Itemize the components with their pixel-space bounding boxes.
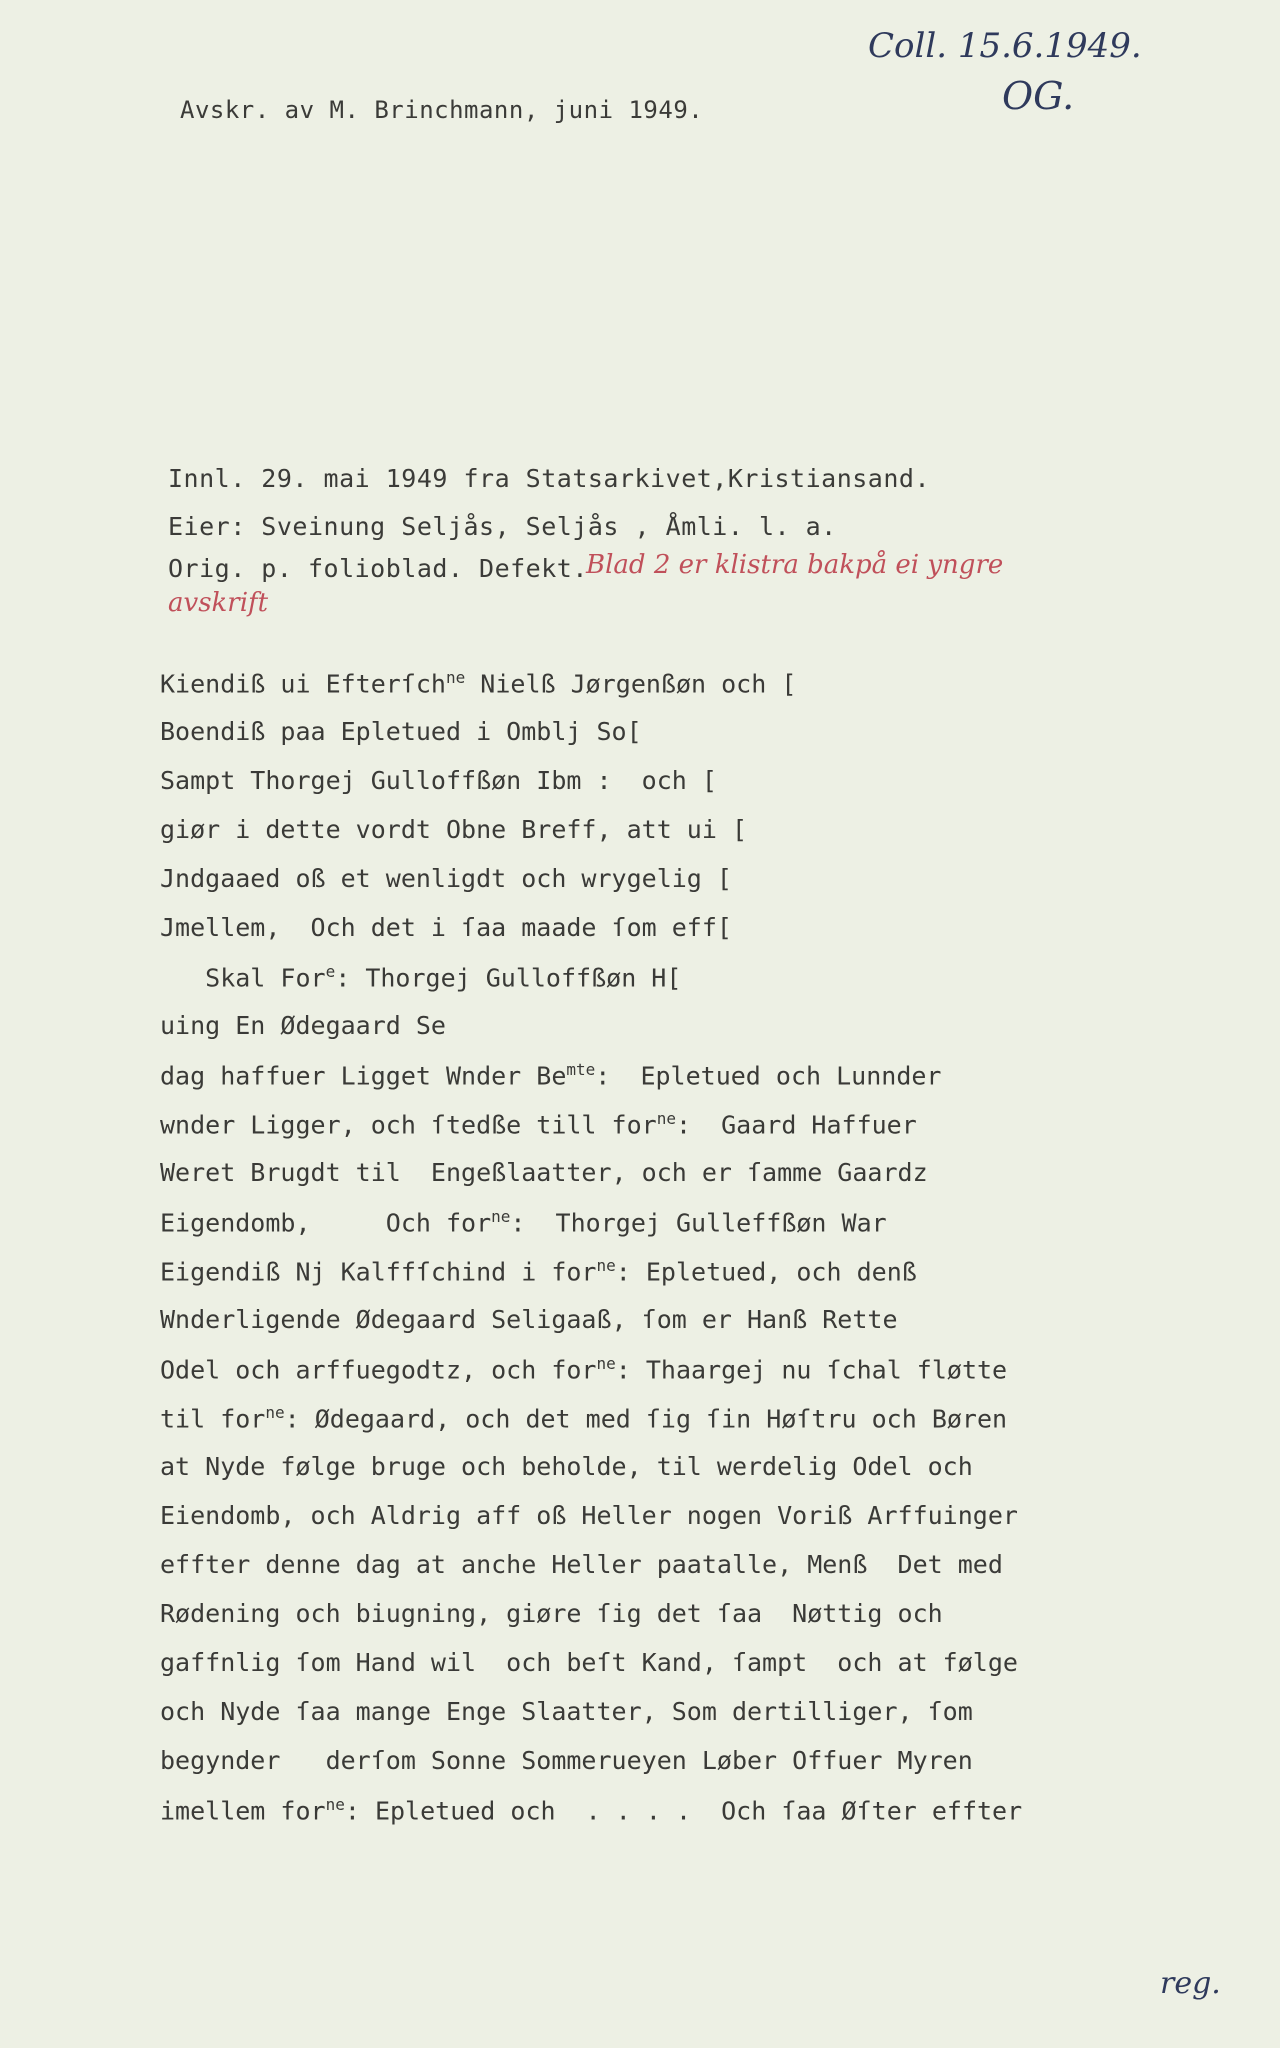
text-line-main: wnder Ligger, och ſtedße till for [160,1110,657,1140]
text-line-main: Wnderligende Ødegaard Seligaaß, ſom er Hanß Rette [160,1305,898,1334]
text-line [160,1256,917,1286]
text-line-rest: : Ødegaard, och det med ſig ſin Høſtru och Børen [284,1404,1008,1434]
text-line-rest: : Epletued och . . . . Och ſaa Øſter effter [344,1796,1023,1826]
text-line [160,1109,917,1139]
transcription-credit: Avskr. av M. Brinchmann, juni 1949. [180,96,704,124]
origin-line: Orig. p. folioblad. Defekt. [168,554,588,583]
text-line [160,1403,1007,1433]
text-line-main: Eigendomb, Och for [160,1208,492,1238]
text-line-main: Sampt Thorgej Gulloffßøn Ibm : och [ [160,766,717,795]
text-line-main: Jmellem, Och det i ſaa maade ſom eff[ [160,913,732,942]
text-line-main: effter denne dag at anche Heller paatalle, Menß Det med [160,1550,1003,1579]
text-line-main: Skal For [160,963,326,993]
text-line-rest: : Epletued, och denß [615,1257,917,1287]
text-line-rest: : Thaargej nu ſchal fløtte [615,1355,1008,1385]
superscript-abbrev: ne [596,1256,616,1275]
text-line-main: Eiendomb, och Aldrig aff oß Heller nogen Voriß Arffuinger [160,1501,1018,1530]
superscript-abbrev: ne [596,1354,616,1373]
text-line [160,1452,973,1481]
text-line [160,913,732,942]
text-line-rest: Nielß Jørgenßøn och [ [465,669,797,699]
text-line [160,962,681,992]
received-line: Innl. 29. mai 1949 fra Statsarkivet,Kristiansand. [168,464,931,493]
owner-line: Eier: Sveinung Seljås, Seljås , Åmli. l. a. [168,512,837,541]
text-line-rest: : Epletued och Lunnder [595,1061,942,1091]
superscript-abbrev: e [325,962,336,981]
text-line-main: Weret Brugdt til Engeßlaatter, och er ſamme Gaardz [160,1158,928,1187]
text-line [160,1501,1018,1530]
superscript-abbrev: ne [491,1207,511,1226]
text-line [160,766,717,795]
text-line-main: til for [160,1404,266,1434]
text-line [160,1746,973,1775]
text-line-main: Kiendiß ui Efterſch [160,669,446,699]
text-line [160,1795,1022,1825]
superscript-abbrev: ne [265,1403,285,1422]
text-line-main: imellem for [160,1796,326,1826]
text-line-main: och Nyde ſaa mange Enge Slaatter, Som dertilliger, ſom [160,1697,973,1726]
text-line [160,1550,1003,1579]
text-line [160,668,796,698]
text-line-rest: : Gaard Haffuer [675,1110,917,1140]
text-line [160,1158,928,1187]
text-line-main: Odel och arffuegodtz, och for [160,1355,597,1385]
superscript-abbrev: ne [445,668,466,687]
text-line [160,1060,941,1090]
initials-note: OG. [1002,74,1075,118]
superscript-abbrev: ne [656,1109,676,1128]
superscript-abbrev: ne [325,1795,345,1814]
collection-note: Coll. 15.6.1949. [868,26,1142,66]
text-line-main: Rødening och biugning, giøre ſig det ſaa Nøttig och [160,1599,943,1628]
text-line-main: dag haffuer Ligget Wnder Be [160,1061,567,1091]
text-line-main: begynder derſom Sonne Sommerueyen Løber Offuer Myren [160,1746,973,1775]
text-line-main: giør i dette vordt Obne Breff, att ui [ [160,815,747,844]
text-line-main: Eigendiß Nj Kalffſchind i for [160,1257,597,1287]
text-line [160,815,747,844]
text-line [160,1305,898,1334]
text-line [160,864,732,893]
red-handwritten-note: Blad 2 er klistra bakpå ei yngre [586,550,1004,580]
superscript-abbrev: mte [566,1060,596,1079]
text-line-main: uing En Ødegaard Se [160,1011,446,1040]
text-line [160,1011,446,1040]
text-line [160,1207,887,1237]
text-line [160,1599,943,1628]
text-line [160,1648,1018,1677]
red-handwritten-note-cont: avskrift [168,588,269,618]
text-line-rest: : Thorgej Gulleffßøn War [510,1208,887,1238]
text-line-main: at Nyde følge bruge och beholde, til werdelig Odel och [160,1452,973,1481]
reg-note: reg. [1160,1966,1221,2001]
text-line-main: Jndgaaed oß et wenligdt och wrygelig [ [160,864,732,893]
text-line [160,717,642,746]
text-line [160,1354,1007,1384]
text-line [160,1697,973,1726]
text-line-main: Boendiß paa Epletued i Omblj So[ [160,717,642,746]
text-line-main: gaffnlig ſom Hand wil och beſt Kand, ſampt och at følge [160,1648,1018,1677]
text-line-rest: : Thorgej Gulloffßøn H[ [335,963,682,993]
